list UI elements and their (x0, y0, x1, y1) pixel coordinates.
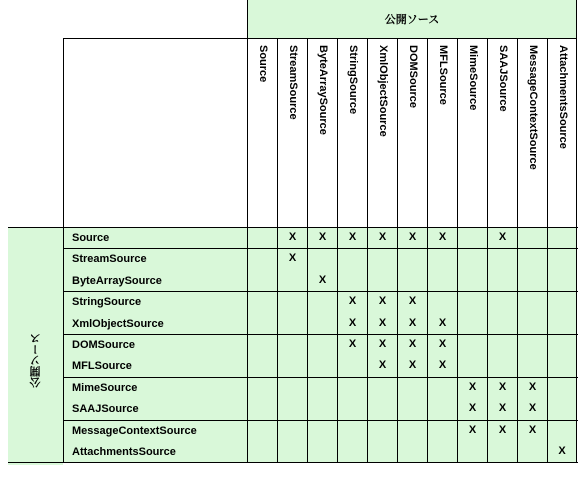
matrix-cell (547, 291, 577, 312)
matrix-cell (307, 420, 337, 441)
matrix-cell (427, 377, 457, 398)
matrix-cell: X (517, 398, 547, 419)
row-header (63, 248, 247, 269)
matrix-cell (547, 334, 577, 355)
row-header (63, 377, 247, 398)
column-header (457, 38, 487, 227)
matrix-cell: X (337, 227, 367, 248)
matrix-cell (367, 248, 397, 269)
matrix-cell (277, 270, 307, 291)
row-header (63, 355, 247, 376)
matrix-cell (367, 398, 397, 419)
column-header (277, 38, 307, 227)
matrix-cell (307, 441, 337, 462)
matrix-cell (457, 441, 487, 462)
matrix-cell (487, 270, 517, 291)
matrix-cell (457, 313, 487, 334)
row-header-label: MFLSource (72, 360, 132, 373)
matrix-cell (427, 420, 457, 441)
matrix-cell (307, 313, 337, 334)
matrix-cell (487, 334, 517, 355)
matrix-cell (247, 227, 277, 248)
matrix-cell (307, 291, 337, 312)
row-header-label: MessageContextSource (72, 424, 197, 437)
column-header (307, 38, 337, 227)
group-divider (63, 377, 578, 378)
matrix-cell: X (337, 291, 367, 312)
row-header (63, 441, 247, 462)
matrix-cell: X (367, 227, 397, 248)
matrix-cell: X (397, 355, 427, 376)
matrix-cell (247, 377, 277, 398)
matrix-cell: X (367, 334, 397, 355)
matrix-cell (397, 420, 427, 441)
matrix-cell (277, 441, 307, 462)
corner-cell (63, 38, 247, 227)
column-header (367, 38, 397, 227)
matrix-cell (547, 248, 577, 269)
column-header (427, 38, 457, 227)
row-header (63, 291, 247, 312)
matrix-cell (367, 441, 397, 462)
matrix-cell (277, 420, 307, 441)
matrix-cell (487, 441, 517, 462)
matrix-cell: X (487, 377, 517, 398)
matrix-cell (337, 248, 367, 269)
matrix-cell: X (397, 313, 427, 334)
matrix-cell (337, 420, 367, 441)
matrix-cell: X (427, 355, 457, 376)
matrix-cell (247, 313, 277, 334)
matrix-cell (547, 227, 577, 248)
matrix-cell (337, 355, 367, 376)
row-header (63, 334, 247, 355)
matrix-cell (457, 355, 487, 376)
column-header (247, 38, 277, 227)
column-header-label: Source (257, 45, 269, 83)
matrix-cell (247, 334, 277, 355)
matrix-cell (487, 313, 517, 334)
matrix-cell: X (277, 248, 307, 269)
matrix-cell (517, 227, 547, 248)
matrix-cell (547, 355, 577, 376)
matrix-cell (397, 398, 427, 419)
matrix-cell (427, 248, 457, 269)
matrix-cell: X (397, 334, 427, 355)
matrix-cell (337, 441, 367, 462)
matrix-cell: X (397, 227, 427, 248)
row-header-label: AttachmentsSource (72, 446, 176, 458)
column-group-header (247, 0, 577, 38)
matrix-cell: X (367, 313, 397, 334)
matrix-cell (547, 420, 577, 441)
row-header (63, 420, 247, 441)
group-divider (63, 420, 578, 421)
matrix-cell (517, 291, 547, 312)
matrix-cell: X (337, 334, 367, 355)
matrix-cell (277, 377, 307, 398)
matrix-cell (457, 334, 487, 355)
matrix-cell (517, 248, 547, 269)
row-header-label: MimeSource (72, 381, 138, 394)
column-header (487, 38, 517, 227)
matrix-cell: X (487, 420, 517, 441)
matrix-cell (247, 248, 277, 269)
matrix-cell: X (487, 398, 517, 419)
matrix-cell: X (427, 334, 457, 355)
column-header-label: MessageContextSource (527, 45, 539, 170)
matrix-cell (247, 270, 277, 291)
matrix-cell (307, 355, 337, 376)
matrix-cell (307, 398, 337, 419)
matrix-cell (547, 398, 577, 419)
matrix-cell (487, 355, 517, 376)
row-group-header (8, 227, 63, 465)
matrix-cell (277, 291, 307, 312)
matrix-cell (307, 248, 337, 269)
matrix-cell: X (457, 398, 487, 419)
matrix-cell: X (547, 441, 577, 462)
group-divider (63, 291, 578, 292)
row-header-label: Source (72, 232, 110, 244)
column-header-label: MFLSource (437, 45, 449, 105)
row-header-label: StringSource (72, 296, 142, 309)
column-header (547, 38, 577, 227)
row-header (63, 398, 247, 419)
row-header (63, 270, 247, 291)
matrix-cell (547, 313, 577, 334)
column-header-label: MimeSource (467, 45, 479, 111)
matrix-cell: X (277, 227, 307, 248)
matrix-cell (427, 270, 457, 291)
matrix-cell (367, 270, 397, 291)
column-header-label: ByteArraySource (317, 45, 329, 135)
matrix-cell: X (367, 355, 397, 376)
matrix-cell (367, 420, 397, 441)
matrix-cell (307, 377, 337, 398)
matrix-cell (487, 248, 517, 269)
matrix-cell: X (487, 227, 517, 248)
matrix-cell: X (427, 227, 457, 248)
matrix-cell (247, 420, 277, 441)
matrix-cell (247, 355, 277, 376)
matrix-cell (547, 270, 577, 291)
column-header (397, 38, 427, 227)
matrix-cell (457, 291, 487, 312)
matrix-cell (277, 355, 307, 376)
matrix-cell (427, 398, 457, 419)
row-group-label: 公開ソース (30, 333, 42, 388)
column-header-label: StringSource (347, 45, 359, 115)
row-header (63, 227, 247, 248)
matrix-cell (457, 227, 487, 248)
matrix-cell (277, 334, 307, 355)
matrix-cell: X (367, 291, 397, 312)
column-header-label: SAAJSource (497, 45, 509, 112)
matrix-cell: X (457, 420, 487, 441)
matrix-cell (427, 291, 457, 312)
bottom-rule (8, 462, 63, 463)
matrix-cell (277, 313, 307, 334)
matrix-cell (397, 270, 427, 291)
matrix-cell (337, 270, 367, 291)
matrix-cell (517, 441, 547, 462)
matrix-cell (397, 248, 427, 269)
matrix-cell (247, 398, 277, 419)
matrix-cell (427, 441, 457, 462)
matrix-cell: X (517, 377, 547, 398)
group-divider (63, 248, 578, 249)
column-header (337, 38, 367, 227)
group-divider (63, 334, 578, 335)
group-divider (8, 462, 578, 463)
matrix-cell (397, 377, 427, 398)
column-group-label: 公開ソース (384, 14, 440, 26)
row-header-label: ByteArraySource (72, 274, 162, 287)
column-header-label: StreamSource (287, 45, 299, 120)
matrix-cell (277, 398, 307, 419)
matrix-cell (307, 334, 337, 355)
matrix-cell (247, 441, 277, 462)
matrix-cell (457, 248, 487, 269)
matrix-cell (517, 313, 547, 334)
group-divider (63, 227, 578, 228)
matrix-cell (517, 355, 547, 376)
matrix-cell (487, 291, 517, 312)
row-header-label: XmlObjectSource (72, 317, 164, 330)
column-header (517, 38, 547, 227)
matrix-cell: X (397, 291, 427, 312)
matrix-cell: X (427, 313, 457, 334)
matrix-cell (517, 270, 547, 291)
matrix-cell: X (337, 313, 367, 334)
matrix-cell (517, 334, 547, 355)
matrix-cell: X (307, 270, 337, 291)
matrix-cell (367, 377, 397, 398)
row-header-label: StreamSource (72, 253, 147, 266)
matrix-cell (337, 398, 367, 419)
matrix-cell: X (457, 377, 487, 398)
column-header-label: AttachmentsSource (557, 45, 569, 149)
column-header-label: DOMSource (407, 45, 419, 108)
column-header-label: XmlObjectSource (377, 45, 389, 137)
matrix-cell (337, 377, 367, 398)
matrix-cell (247, 291, 277, 312)
row-header-label: DOMSource (72, 339, 135, 351)
matrix-cell (397, 441, 427, 462)
matrix-cell (547, 377, 577, 398)
row-header-label: SAAJSource (72, 403, 139, 416)
matrix-cell: X (307, 227, 337, 248)
row-header (63, 313, 247, 334)
matrix-cell (457, 270, 487, 291)
matrix-cell: X (517, 420, 547, 441)
